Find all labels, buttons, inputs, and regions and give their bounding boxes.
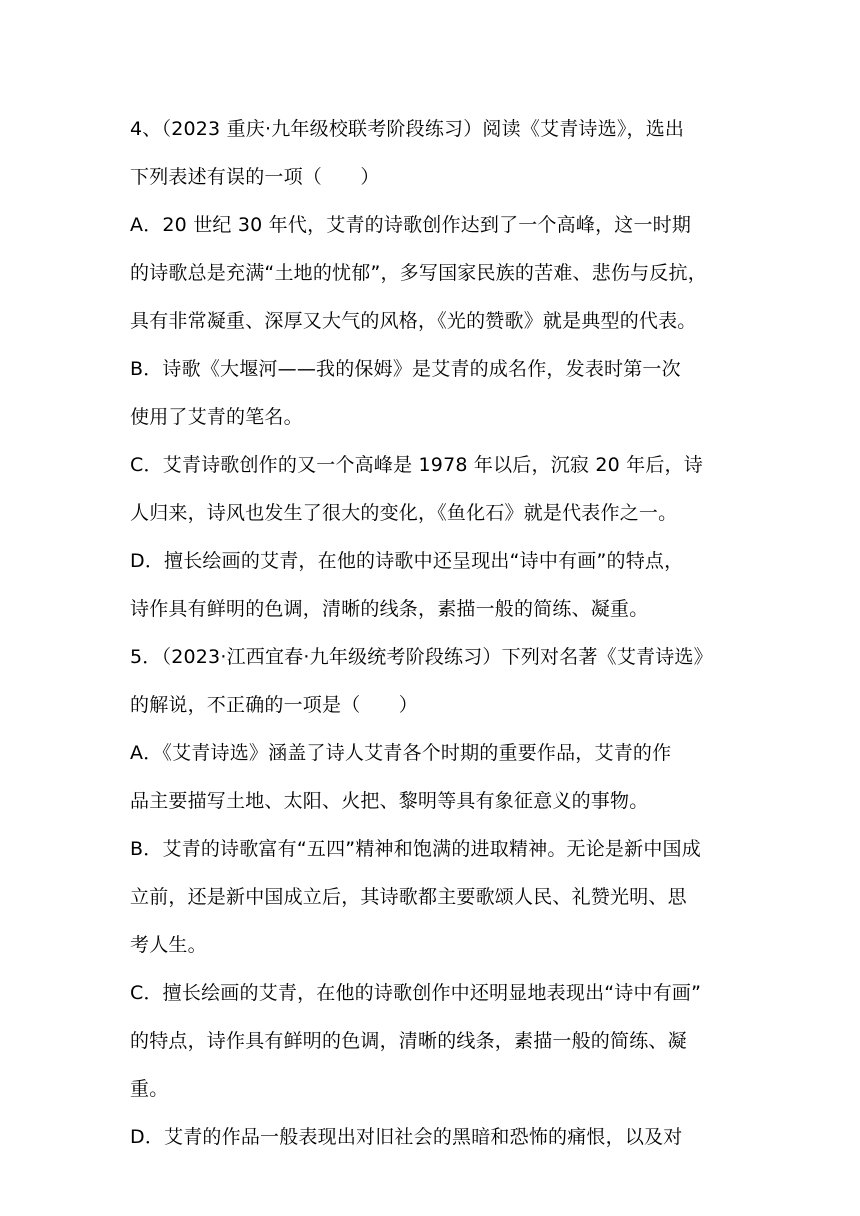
question-5 (130, 641, 750, 1154)
option-line: C．艾青诗歌创作的又一个高峰是 1978 年以后，沉寂 20 年后，诗 (130, 454, 703, 476)
question-5-stem (130, 641, 750, 737)
option-d (130, 1121, 750, 1154)
option-line: 的特点，诗作具有鲜明的色调，清晰的线条，素描一般的简练、凝 (130, 1030, 687, 1052)
option-a (130, 209, 750, 353)
question-4 (130, 113, 750, 641)
option-d (130, 545, 750, 641)
option-b (130, 353, 750, 449)
option-line: B．艾青的诗歌富有“五四”精神和饱满的进取精神。无论是新中国成 (130, 838, 701, 860)
option-a (130, 737, 750, 833)
option-line: A．《艾青诗选》涵盖了诗人艾青各个时期的重要作品，艾青的作 (130, 742, 672, 764)
document-page (130, 113, 750, 1154)
stem-line: 下列表述有误的一项（ ） (130, 166, 380, 188)
stem-line: 5．（2023·江西宜春·九年级统考阶段练习）下列对名著《艾青诗选》 (130, 646, 713, 668)
option-line: C．擅长绘画的艾青，在他的诗歌创作中还明显地表现出“诗中有画” (130, 982, 702, 1004)
option-line: 考人生。 (130, 934, 207, 956)
option-line: 使用了艾青的笔名。 (130, 406, 303, 428)
option-line: D．艾青的作品一般表现出对旧社会的黑暗和恐怖的痛恨，以及对 (130, 1126, 683, 1148)
option-line: 具有非常凝重、深厚又大气的风格，《光的赞歌》就是典型的代表。 (130, 310, 697, 332)
option-c (130, 977, 750, 1121)
option-b (130, 833, 750, 977)
option-line: 重。 (130, 1078, 169, 1100)
question-4-stem (130, 113, 750, 209)
option-line: 的诗歌总是充满“土地的忧郁”，多写国家民族的苦难、悲伤与反抗， (130, 262, 707, 284)
option-line: 人归来，诗风也发生了很大的变化，《鱼化石》就是代表作之一。 (130, 502, 678, 524)
option-line: B．诗歌《大堰河——我的保姆》是艾青的成名作，发表时第一次 (130, 358, 681, 380)
option-line: D．擅长绘画的艾青，在他的诗歌中还呈现出“诗中有画”的特点， (130, 550, 684, 572)
option-line: 诗作具有鲜明的色调，清晰的线条，素描一般的简练、凝重。 (130, 598, 649, 620)
option-line: 立前，还是新中国成立后，其诗歌都主要歌颂人民、礼赞光明、思 (130, 886, 687, 908)
option-line: A．20 世纪 30 年代，艾青的诗歌创作达到了一个高峰，这一时期 (130, 214, 692, 236)
stem-line: 4、（2023 重庆·九年级校联考阶段练习）阅读《艾青诗选》，选出 (130, 118, 685, 140)
stem-line: 的解说，不正确的一项是（ ） (130, 694, 419, 716)
option-line: 品主要描写土地、太阳、火把、黎明等具有象征意义的事物。 (130, 790, 649, 812)
option-c (130, 449, 750, 545)
